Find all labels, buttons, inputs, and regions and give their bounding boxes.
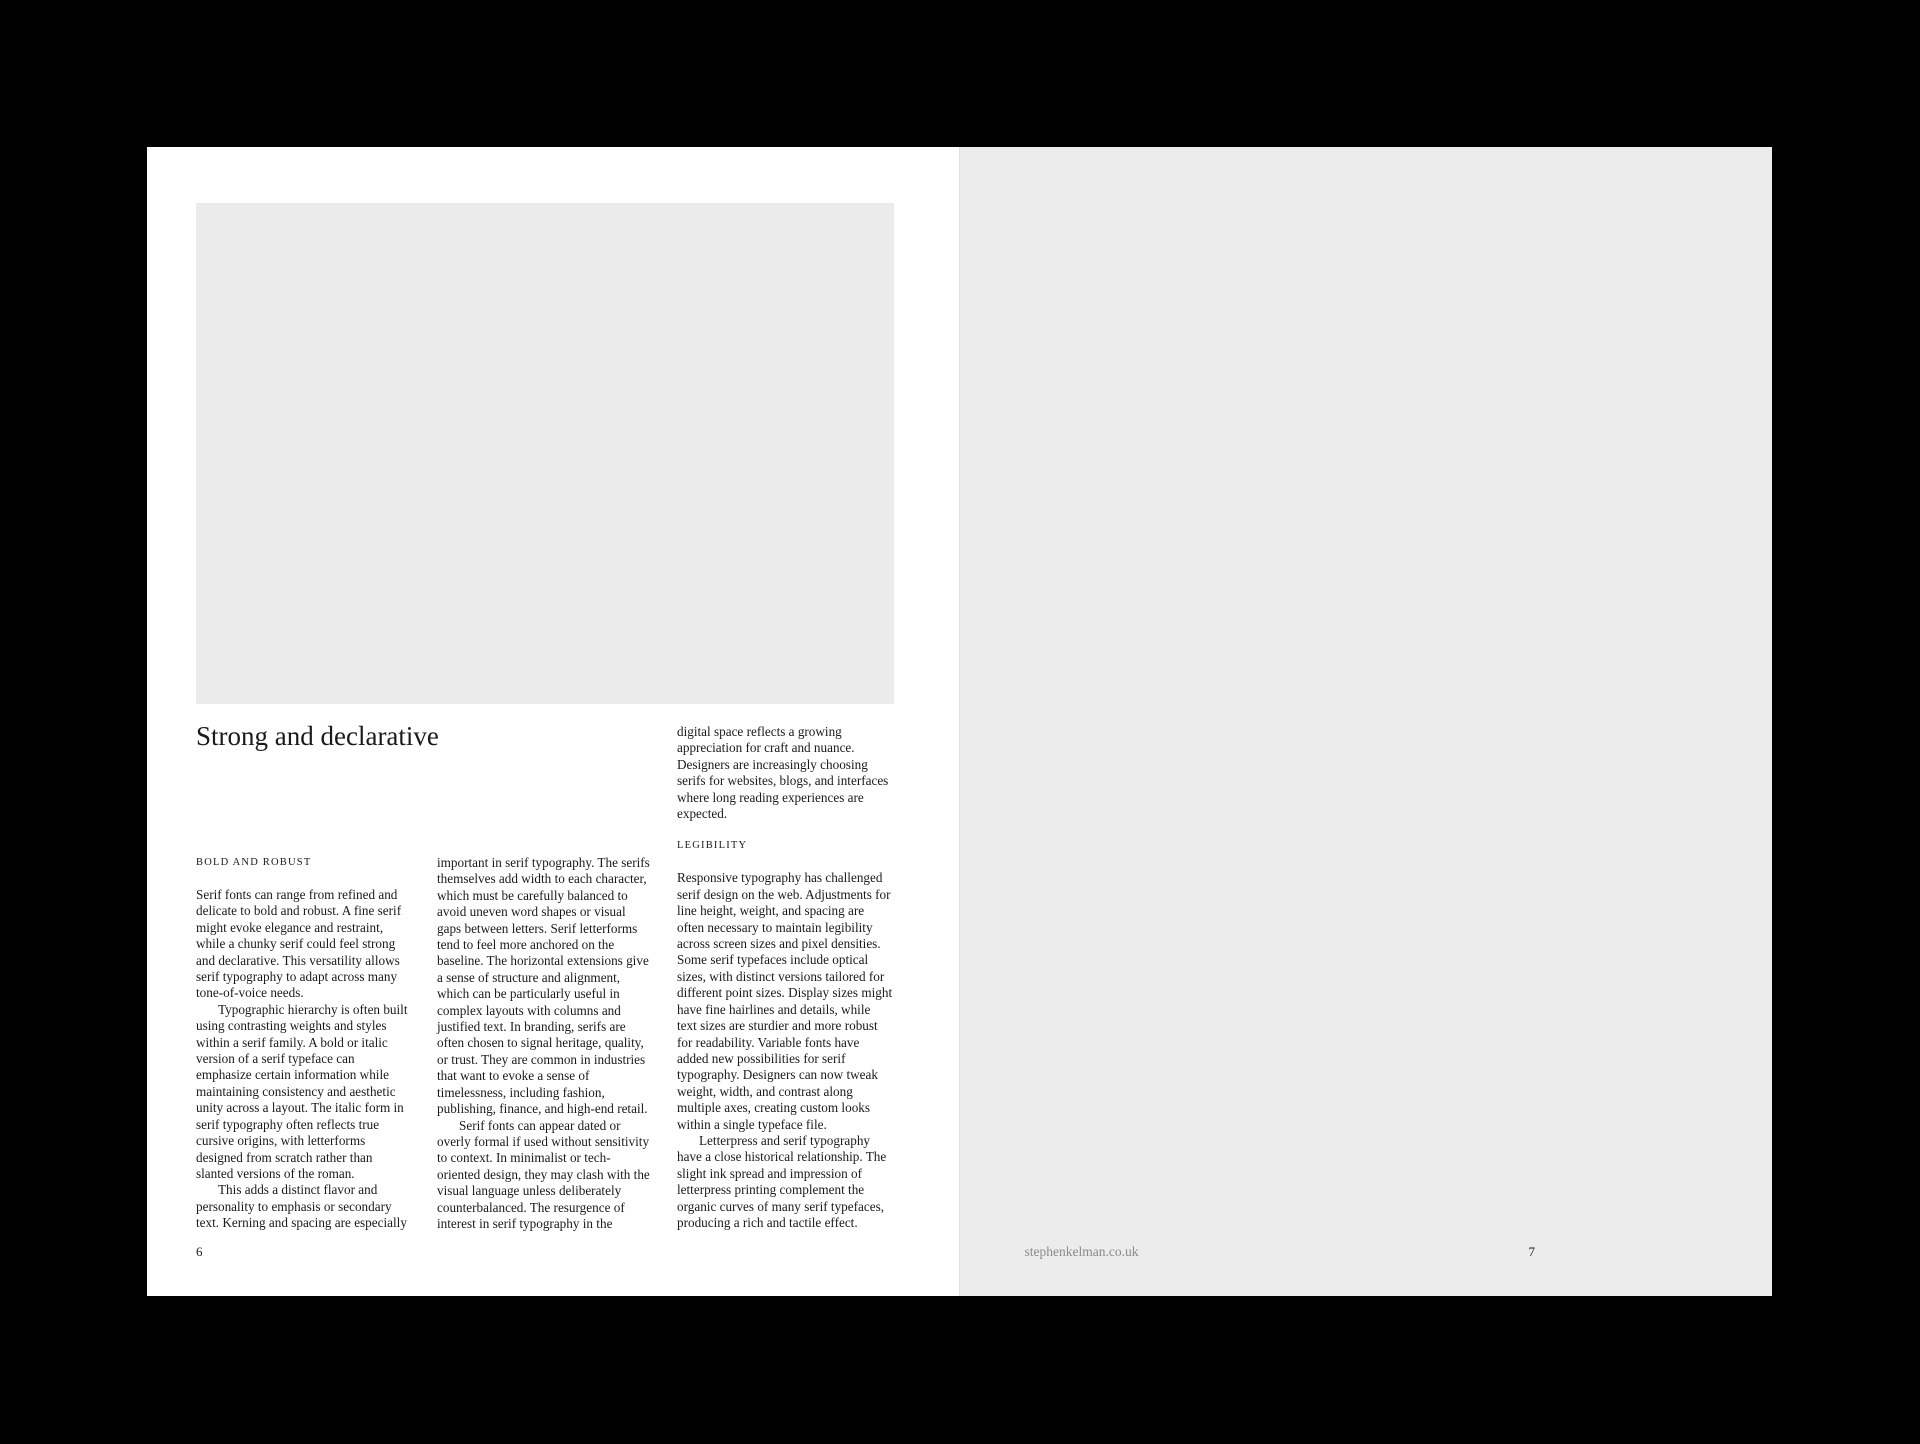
image-placeholder [196,203,894,704]
paragraph: This adds a distinct flavor and personality to emphasis or secondary text. Kerning and spacing are especially [196,1182,407,1231]
paragraph: Serif fonts can appear dated or overly formal if used without sensitivity to context. In minimalist or tech-oriented design, they may clash with the visual language unless deliberately counterbalanced. The resurgence of interest in serif typography in the [437,1117,650,1231]
paragraph: important in serif typography. The serifs themselves add width to each character, which must be carefully balanced to avoid uneven word shapes or visual gaps between letters. Serif letterforms tend to feel more anchored on the baseline. The horizontal extensions give a sense of structure and alignment, which can be particularly useful in complex layouts with columns and justified text. In branding, serifs are often chosen to signal heritage, quality, or trust. They are common in industries that want to evoke a sense of timelessness, including fashion, publishing, finance, and high-end retail. [437,855,650,1117]
page-number-right: 7 [1528,1244,1535,1259]
subhead-bold-and-robust: BOLD AND ROBUST [196,857,312,868]
page-number-left: 6 [196,1244,203,1259]
paragraph: Responsive typography has challenged serif design on the web. Adjustments for line height, weight, and spacing are often necessary to maintain legibility across screen sizes and pixel densities. Some serif typefaces include optical sizes, with distinct versions tailored for different point sizes. Display sizes might have fine hairlines and details, while text sizes are sturdier and more robust for readability. Variable fonts have added new possibilities for serif typography. Designers can now tweak weight, width, and contrast along multiple axes, creating custom looks within a single typeface file. [677,870,893,1132]
subhead-legibility: LEGIBILITY [677,840,748,852]
text-column-3 [677,724,893,1231]
text-column-1 [196,855,412,1232]
paragraph: Typographic hierarchy is often built using contrasting weights and styles within a serif family. A bold or italic version of a serif typeface can emphasize certain information while maintaining consistency and aesthetic unity across a layout. The italic form in serif typography often reflects true cursive origins, with letterforms designed from scratch rather than slanted versions of the roman. [196,1001,408,1181]
footer-url: stephenkelman.co.uk [1024,1244,1139,1259]
book-spread [147,147,1772,1296]
paragraph: Letterpress and serif typography have a close historical relationship. The slight ink spread and impression of letterpress printing complement the organic curves of many serif typefaces, producing a rich and tactile effect. [677,1132,887,1230]
paragraph: digital space reflects a growing appreciation for craft and nuance. Designers are increasingly choosing serifs for websites, blogs, and interfaces where long reading experiences are expected. [677,724,889,822]
page-heading: Strong and declarative [196,721,439,751]
right-page [959,147,1773,1296]
paragraph: Serif fonts can range from refined and delicate to bold and robust. A fine serif might evoke elegance and restraint, while a chunky serif could feel strong and declarative. This versatility allows serif typography to adapt across many tone-of-voice needs. [196,887,402,1001]
text-column-2 [437,855,653,1232]
left-page [147,147,959,1296]
